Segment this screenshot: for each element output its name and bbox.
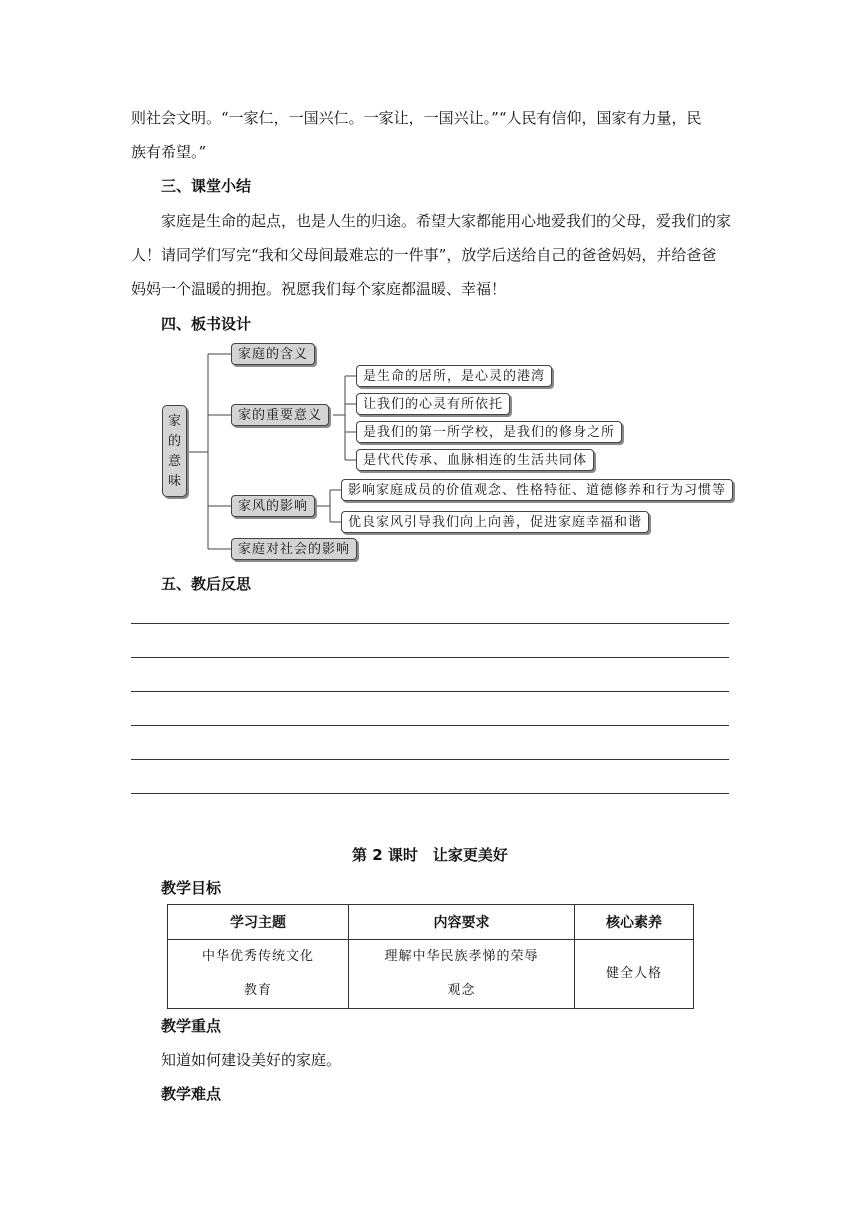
writing-line	[131, 759, 729, 760]
section-heading-summary: 三、课堂小结	[161, 177, 252, 195]
board-leaf: 让我们的心灵有所依托	[356, 393, 510, 415]
paragraph-line: 妈妈一个温暖的拥抱。祝愿我们每个家庭都温暖、幸福！	[131, 280, 507, 298]
board-node-society-impact: 家庭对社会的影响	[231, 538, 357, 560]
key-points-heading: 教学重点	[161, 1017, 222, 1035]
cell-line: 中华优秀传统文化	[201, 949, 314, 964]
cell-line: 教育	[243, 983, 272, 998]
board-node-importance: 家的重要意义	[231, 404, 329, 426]
root-char: 意	[167, 454, 181, 469]
board-root-node	[162, 405, 187, 497]
board-leaf: 是我们的第一所学校，是我们的修身之所	[356, 421, 622, 443]
writing-line	[131, 725, 729, 726]
root-char: 家	[167, 414, 181, 429]
paragraph-line: 则社会文明。“一家仁，一国兴仁。一家让，一国兴让。”“人民有信仰，国家有力量，民	[131, 109, 702, 127]
writing-line	[131, 691, 729, 692]
table-cell-literacy: 健全人格	[575, 940, 694, 1009]
board-leaf: 影响家庭成员的价值观念、性格特征、道德修养和行为习惯等	[341, 479, 733, 501]
board-leaf: 是生命的居所，是心灵的港湾	[356, 365, 552, 387]
cell-line: 理解中华民族孝悌的荣辱	[384, 949, 539, 964]
difficulty-heading: 教学难点	[161, 1085, 222, 1103]
writing-line	[131, 623, 729, 624]
root-char: 味	[167, 474, 181, 489]
writing-line	[131, 793, 729, 794]
board-leaf: 是代代传承、血脉相连的生活共同体	[356, 449, 594, 471]
writing-line	[131, 657, 729, 658]
table-header: 学习主题	[168, 905, 349, 940]
paragraph-line: 人！请同学们写完“我和父母间最难忘的一件事”，放学后送给自己的爸爸妈妈，并给爸爸	[131, 246, 717, 264]
table-header: 核心素养	[575, 905, 694, 940]
key-points-text: 知道如何建设美好的家庭。	[161, 1051, 342, 1069]
root-char: 的	[167, 434, 181, 449]
connector-lines	[0, 0, 860, 600]
board-leaf: 优良家风引导我们向上向善，促进家庭幸福和谐	[341, 511, 649, 533]
section-heading-reflection: 五、教后反思	[161, 575, 252, 593]
objectives-table	[167, 904, 694, 1009]
section-heading-board-design: 四、板书设计	[161, 315, 252, 333]
board-node-family-style: 家风的影响	[231, 495, 315, 517]
cell-line: 观念	[447, 983, 476, 998]
table-header: 内容要求	[349, 905, 575, 940]
table-cell-content	[349, 940, 575, 1009]
lesson-title: 第 2 课时 让家更美好	[352, 846, 508, 864]
paragraph-line: 家庭是生命的起点，也是人生的归途。希望大家都能用心地爱我们的父母，爱我们的家	[161, 212, 732, 230]
paragraph-line: 族有希望。”	[131, 143, 207, 161]
table-row	[168, 940, 694, 1009]
board-node-meaning: 家庭的含义	[231, 343, 315, 365]
table-cell-theme	[168, 940, 349, 1009]
objectives-heading: 教学目标	[161, 879, 222, 897]
table-header-row	[168, 905, 694, 940]
